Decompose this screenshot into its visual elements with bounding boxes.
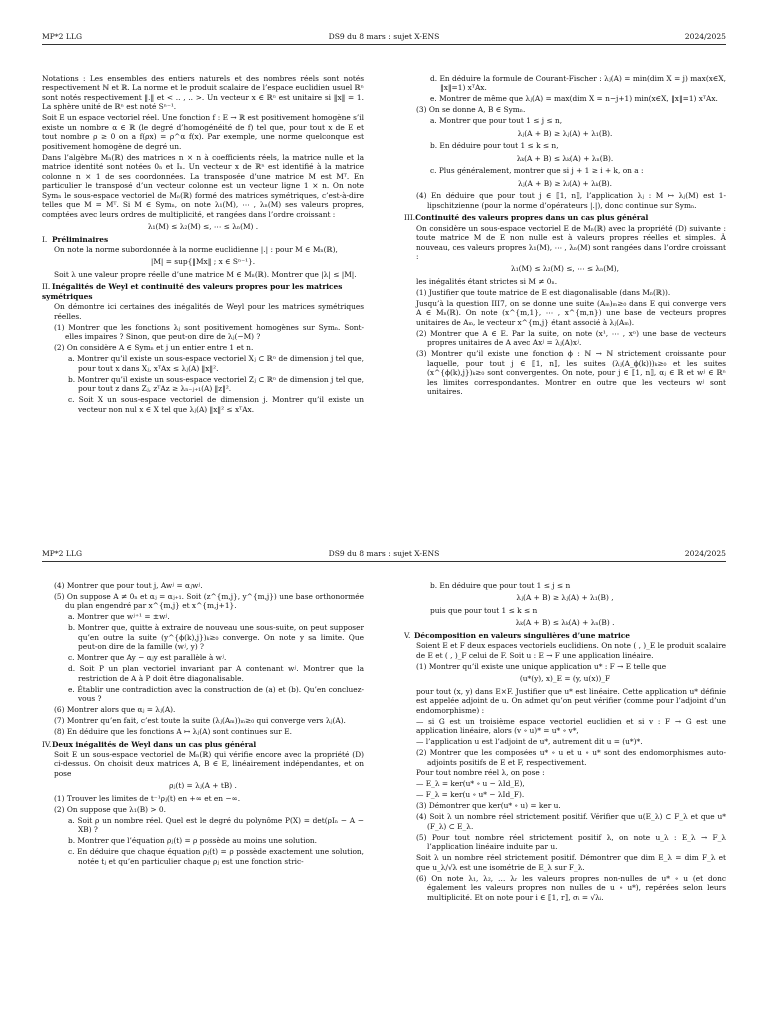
sub-question: a. Montrer que wʲ⁺¹ = ±wʲ.: [68, 612, 170, 622]
section-title: Préliminaires: [52, 234, 109, 244]
display-equation: λⱼ(A + B) ≥ λⱼ(A) + λ₁(B) ,: [516, 593, 614, 603]
question: (1) Montrer que les fonctions λⱼ sont positivement homogènes sur Symₙ. Sont-elles impaires ? Sinon, que peut-on dire de λⱼ(−M) ?: [54, 322, 364, 342]
question: (3) Montrer qu’il existe une fonction ϕ : ℕ → ℕ strictement croissante pour laquelle, pour tout j ∈ ⟦1, n⟧, les suites (λⱼ(A_ϕ(k)))ₖ≥₀ et les suites (x^{ϕ(k),j})ₖ≥₀ sont convergentes. On note, pour j ∈ ⟦1, n⟧, αⱼ ∈ ℝ et wʲ ∈ ℝⁿ les limites correspondantes. Montrer en outre que les vecteurs wʲ sont unitaires.: [416, 349, 726, 397]
sub-question: b. Montrer que l’équation ρⱼ(t) = ρ possède au moins une solution.: [68, 836, 318, 846]
header-center: DS9 du 8 mars : sujet X-ENS: [328, 32, 440, 41]
question: (2) Montrer que A ∈ E. Par la suite, on note (x¹, ⋯ , xⁿ) une base de vecteurs propres unitaires de A avec Axʲ = λⱼ(A)xʲ.: [416, 328, 726, 348]
question: (4) Soit λ un nombre réel strictement positif. Vérifier que u(E_λ) ⊂ F_λ et que u*(F_λ) ⊂ E_λ.: [416, 812, 726, 831]
header-left: MP*2 LLG: [42, 549, 83, 558]
sub-question: c. Plus généralement, montrer que si j + 1 ≥ i + k, on a :: [430, 166, 644, 176]
paragraph: — F_λ = ker(u ∘ u* − λId_F).: [416, 790, 525, 800]
paragraph: Soit λ une valeur propre réelle d’une matrice M ∈ Mₙ(ℝ). Montrer que |λ| ≤ |M|.: [54, 269, 357, 279]
display-equation: (u*(y), x)_E = (y, u(x))_F: [519, 674, 611, 684]
section-title: Continuité des valeurs propres dans un cas plus général: [415, 213, 649, 223]
paragraph: Jusqu’à la question III7, on se donne une suite (Aₘ)ₘ≥₀ dans E qui converge vers A ∈ Mₙ(ℝ). On note (x^{m,1}, ⋯ , x^{m,n}) une base de vecteurs propres unitaires de Aₘ, le vecteur x^{m,j} étant associé à λⱼ(Aₘ).: [416, 298, 726, 327]
question: (3) On se donne A, B ∈ Symₙ.: [416, 105, 526, 115]
page-2-left-column: [42, 581, 364, 1024]
sub-question: a. Montrer qu’il existe un sous-espace vectoriel Xⱼ ⊂ ℝⁿ de dimension j tel que, pour tout x dans Xⱼ, xᵀAx ≤ λⱼ(A) ‖x‖².: [68, 354, 364, 373]
question: (1) Montrer qu’il existe une unique application u* : F → E telle que: [416, 661, 667, 671]
paragraph: On note la norme subordonnée à la norme euclidienne |.| : pour M ∈ Mₙ(ℝ),: [54, 244, 338, 254]
section-number: IV.: [42, 739, 52, 749]
paragraph: Soit λ un nombre réel strictement positif. Démontrer que dim E_λ = dim F_λ et que u_λ/√λ est une isométrie de E_λ sur F_λ.: [416, 853, 726, 872]
sub-question: b. Montrer que, quitte à extraire de nouveau une sous-suite, on peut supposer qu’en outre la suite (y^{ϕ(k),j})ₖ≥₀ converge. On note y sa limite. Que peut-on dire de la famille (wʲ, y) ?: [68, 623, 364, 652]
display-equation: |M| = sup{‖Mx‖ ; x ∈ Sⁿ⁻¹}.: [150, 257, 256, 267]
page-2-right-column: [404, 581, 726, 1024]
question: (1) Justifier que toute matrice de E est diagonalisable (dans Mₙ(ℝ)).: [416, 287, 671, 297]
question: (6) Montrer alors que αⱼ = λⱼ(A).: [54, 705, 176, 715]
sub-question: a. Soit ρ un nombre réel. Quel est le degré du polynôme P(X) = det(ρIₙ − A − XB) ?: [68, 815, 364, 835]
header-right: 2024/2025: [684, 32, 726, 41]
section-number: V.: [404, 630, 411, 640]
display-equation: λₖ(A + B) ≤ λₖ(A) + λₙ(B) .: [515, 618, 615, 628]
sub-question: d. En déduire la formule de Courant-Fischer : λⱼ(A) = min(dim X = j) max(x∈X, ‖x‖=1) xᵀAx.: [430, 74, 726, 93]
paragraph: — si G est un troisième espace vectoriel euclidien et si v : F → G est une application linéaire, alors (v ∘ u)* = u* ∘ v*,: [416, 716, 726, 736]
paragraph: Soit E un sous-espace vectoriel de Mₙ(ℝ) qui vérifie encore avec la propriété (D) ci-dessus. On choisit deux matrices A, B ∈ E, linéairement indépendantes, et on pose: [54, 750, 364, 778]
question: (3) Démontrer que ker(u* ∘ u) = ker u.: [416, 801, 561, 811]
section-heading: [42, 740, 364, 749]
section-title: Deux inégalités de Weyl dans un cas plus général: [52, 739, 257, 749]
header-left: MP*2 LLG: [42, 32, 83, 41]
paragraph: Soient E et F deux espaces vectoriels euclidiens. On note ( , )_E le produit scalaire de E et ( , )_F celui de F. Soit u : E → F une application linéaire.: [416, 641, 726, 660]
question: (8) En déduire que les fonctions A ↦ λⱼ(A) sont continues sur E.: [54, 727, 292, 737]
paragraph: — E_λ = ker(u* ∘ u − λId_E),: [416, 779, 525, 789]
sub-question: b. En déduire que pour tout 1 ≤ j ≤ n: [430, 581, 571, 590]
display-equation: ρⱼ(t) = λⱼ(A + tB) .: [169, 781, 237, 791]
section-heading: [404, 631, 726, 640]
section-number: I.: [42, 234, 48, 244]
question: (4) En déduire que pour tout j ∈ ⟦1, n⟧, l’application λⱼ : M ↦ λⱼ(M) est 1-lipschitzienne (pour la norme d’opérateurs |.|), donc continue sur Symₙ.: [416, 191, 726, 210]
section-number: II.: [42, 282, 51, 292]
question: (1) Trouver les limites de t⁻¹ρⱼ(t) en +∞ et en −∞.: [54, 793, 241, 803]
section-title: Inégalités de Weyl et continuité des valeurs propres pour les matrices symétriques: [42, 282, 343, 301]
page-header: [42, 549, 726, 562]
display-equation: λ₁(M) ≤ λ₂(M) ≤, ⋯ ≤ λₙ(M),: [511, 264, 619, 274]
paragraph: les inégalités étant strictes si M ≠ 0ₙ.: [416, 276, 558, 286]
paragraph: Pour tout nombre réel λ, on pose :: [416, 768, 545, 778]
section-title: Décomposition en valeurs singulières d’une matrice: [414, 630, 630, 640]
header-right: 2024/2025: [684, 549, 726, 558]
sub-question: b. En déduire pour tout 1 ≤ k ≤ n,: [430, 141, 559, 151]
sub-question: e. Montrer de même que λⱼ(A) = max(dim X = n−j+1) min(x∈X, ‖x‖=1) xᵀAx.: [430, 94, 718, 104]
section-number: III.: [404, 213, 416, 223]
paragraph: On considère un sous-espace vectoriel E de Mₙ(ℝ) avec la propriété (D) suivante : toute matrice M de E non nulle est à valeurs propres réelles et simples. À nouveau, ces valeurs propres λ₁(M), ⋯ , λₙ(M) sont rangées dans l’ordre croissant :: [416, 223, 726, 261]
sub-question: c. Montrer que Ay − αⱼy est parallèle à wʲ.: [68, 653, 227, 663]
display-equation: λ₁(M) ≤ λ₂(M) ≤, ⋯ ≤ λₙ(M) .: [147, 222, 259, 232]
question: (2) On suppose que λ₁(B) > 0.: [54, 804, 166, 814]
paragraph: pour tout (x, y) dans E×F. Justifier que u* est linéaire. Cette application u* définie est appelée adjoint de u. On admet qu’on peut vérifier (comme pour l’adjoint d’un endomorphisme) :: [416, 686, 726, 715]
display-equation: λₖ(A + B) ≤ λₖ(A) + λₙ(B).: [516, 153, 614, 163]
paragraph: — l’application u est l’adjoint de u*, autrement dit u = (u*)*.: [416, 737, 643, 747]
question: (6) On note λ₁, λ₂, … λᵣ les valeurs propres non-nulles de u* ∘ u (et donc également les valeurs propres non nulles de u ∘ u*), repérées selon leurs multiplicité. Et on note pour i ∈ ⟦1, r⟧, σᵢ = √λᵢ.: [416, 873, 726, 902]
sub-question: c. Soit X un sous-espace vectoriel de dimension j. Montrer qu’il existe un vecteur non nul x ∈ X tel que λⱼ(A) ‖x‖² ≤ xᵀAx.: [68, 395, 364, 414]
sub-question: c. En déduire que chaque équation ρⱼ(t) = ρ possède exactement une solution, notée tⱼ et qu’en particulier chaque ρⱼ est une fonction stric-: [68, 847, 364, 866]
header-center: DS9 du 8 mars : sujet X-ENS: [328, 549, 440, 558]
question: (2) Montrer que les composées u* ∘ u et u ∘ u* sont des endomorphismes auto-adjoints positifs de E et F, respectivement.: [416, 748, 726, 767]
sub-question: a. Montrer que pour tout 1 ≤ j ≤ n,: [430, 116, 563, 126]
page-header: [42, 32, 726, 45]
page-2: [0, 517, 768, 1024]
paragraph: On démontre ici certaines des inégalités de Weyl pour les matrices symétriques réelles.: [54, 302, 364, 321]
section-heading: [42, 282, 364, 301]
display-equation: λⱼ(A + B) ≥ λⱼ(A) + λ₁(B).: [517, 128, 613, 138]
question: (5) On suppose A ≠ 0ₙ et αⱼ = αⱼ₊₁. Soit (z^{m,j}, y^{m,j}) une base orthonormée du plan engendré par x^{m,j} et x^{m,j+1}.: [54, 591, 364, 611]
page-1-left-column: [42, 74, 364, 504]
display-equation: λⱼ(A + B) ≥ λᵢ(A) + λₖ(B).: [517, 178, 613, 188]
question: (4) Montrer que pour tout j, Awʲ = αⱼwʲ.: [54, 581, 203, 590]
section-heading: [42, 235, 364, 244]
paragraph: Soit E un espace vectoriel réel. Une fonction f : E → ℝ est positivement homogène s’il existe un nombre α ∈ ℝ (le degré d’homogénéité de f) tel que, pour tout x de E et tout nombre ρ ≥ 0 on a f(ρx) = ρ^α f(x). Par exemple, une norme quelconque est positivement homogène de degré un.: [42, 113, 364, 151]
paragraph: Notations : Les ensembles des entiers naturels et des nombres réels sont notés respectivement ℕ et ℝ. La norme et le produit scalaire de l’espace euclidien usuel ℝⁿ sont notés respectivement ‖.‖ et < .. , .. >. Un vecteur x ∈ ℝⁿ est unitaire si ‖x‖ = 1. La sphère unité de ℝⁿ est noté Sⁿ⁻¹.: [42, 74, 364, 112]
sub-question: b. Montrer qu’il existe un sous-espace vectoriel Zⱼ ⊂ ℝⁿ de dimension j tel que, pour tout z dans Zⱼ, zᵀAz ≥ λₙ₋ⱼ₊₁(A) ‖z‖².: [68, 374, 364, 394]
page-1-right-column: [404, 74, 726, 504]
question: (2) On considère A ∈ Symₙ et j un entier entre 1 et n.: [54, 343, 254, 353]
sub-question: d. Soit P un plan vectoriel invariant par A contenant wʲ. Montrer que la restriction de A à P doit être diagonalisable.: [68, 664, 364, 683]
page-1: [0, 0, 768, 507]
section-heading: [404, 213, 726, 222]
paragraph: Dans l’algèbre Mₙ(ℝ) des matrices n × n à coefficients réels, la matrice nulle et la matrice identité sont notées 0ₙ et Iₙ. Un vecteur x de ℝⁿ est identifié à la matrice colonne n × 1 de ses coordonnées. La transposée d’une matrice M est Mᵀ. En particulier le transposé d’un vecteur colonne est un vecteur ligne 1 × n. On note Symₙ le sous-espace vectoriel de Mₙ(ℝ) formé des matrices symétriques, c’est-à-dire telles que M = Mᵀ. Si M ∈ Symₙ, on note λ₁(M), ⋯ , λₙ(M) ses valeurs propres, comptées avec leurs ordres de multiplicité, et rangées dans l’ordre croissant :: [42, 152, 364, 219]
sub-question: puis que pour tout 1 ≤ k ≤ n: [430, 605, 538, 615]
question: (5) Pour tout nombre réel strictement positif λ, on note u_λ : E_λ → F_λ l’application linéaire induite par u.: [416, 832, 726, 852]
sub-question: e. Établir une contradiction avec la construction de (a) et (b). Qu’en concluez-vous ?: [68, 684, 364, 704]
question: (7) Montrer qu’en fait, c’est toute la suite (λⱼ(Aₘ))ₘ≥₀ qui converge vers λⱼ(A).: [54, 716, 346, 726]
